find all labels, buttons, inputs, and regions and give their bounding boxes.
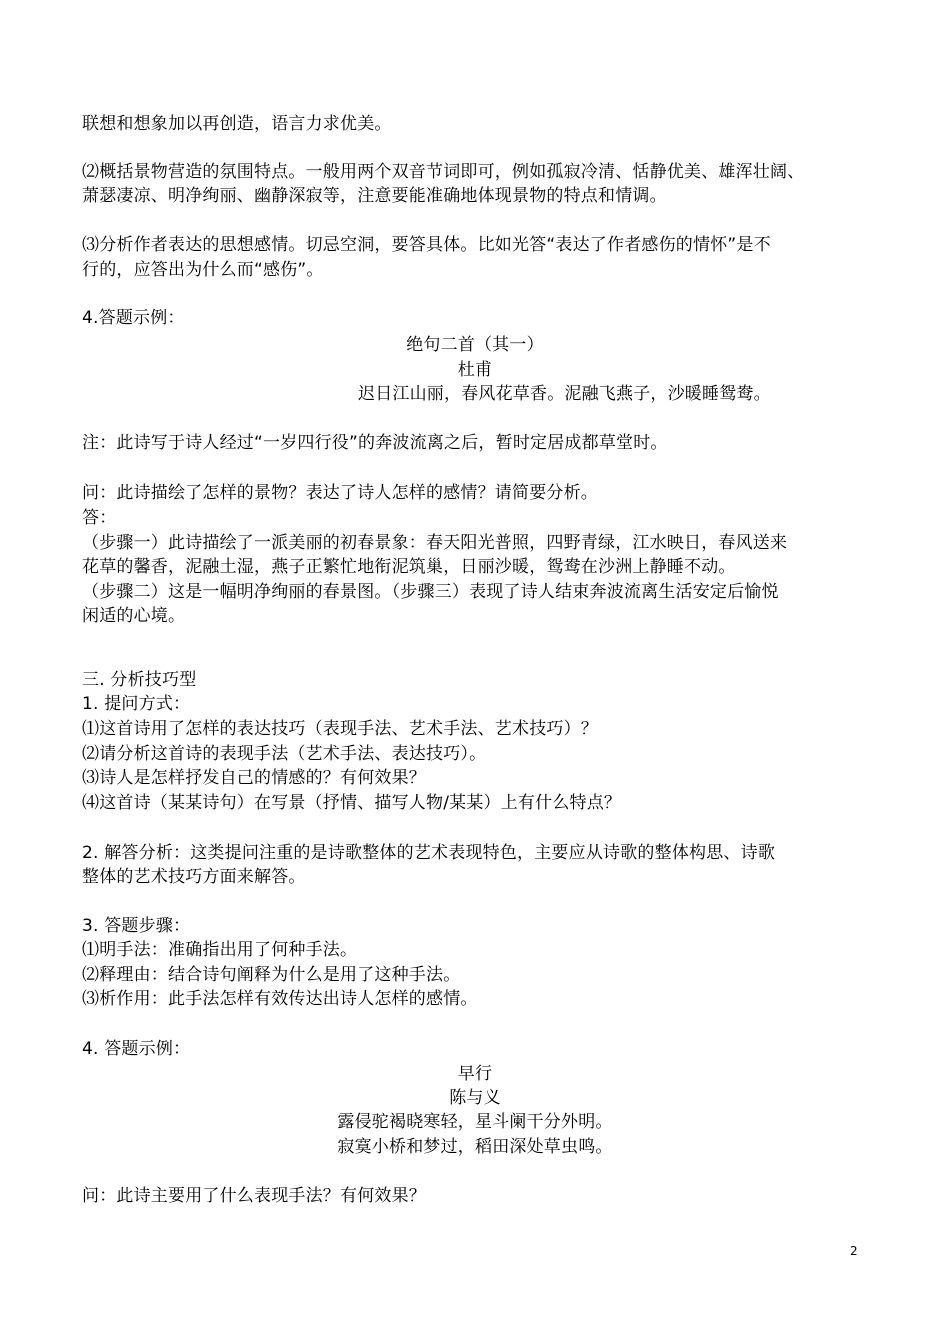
paragraph-line: 2. 解答分析：这类提问注重的是诗歌整体的艺术表现特色，主要应从诗歌的整体构思、诗歌 xyxy=(82,843,776,863)
subsection-heading: 3. 答题步骤： xyxy=(82,916,191,936)
answer-line: （步骤二）这是一幅明净绚丽的春景图。（步骤三）表现了诗人结束奔波流离生活安定后愉悦 xyxy=(82,582,779,602)
poem-author: 陈与义 xyxy=(449,1088,501,1108)
section-tail-line: 联想和想象加以再创造，语言力求优美。 xyxy=(82,114,392,134)
question: 问：此诗描绘了怎样的景物？表达了诗人怎样的感情？请简要分析。 xyxy=(82,483,598,503)
answer-line: 闲适的心境。 xyxy=(82,606,186,626)
section-title: 三. 分析技巧型 xyxy=(82,670,197,690)
paragraph-line: 整体的艺术技巧方面来解答。 xyxy=(82,867,306,887)
paragraph-line: ⑵概括景物营造的氛围特点。一般用两个双音节词即可，例如孤寂冷清、恬静优美、雄浑壮阔、 xyxy=(82,162,805,182)
example-heading: 4. 答题示例： xyxy=(82,1039,191,1059)
list-item: ⑶诗人是怎样抒发自己的情感的？有何效果？ xyxy=(82,768,426,788)
answer-line: 花草的馨香，泥融土湿，燕子正繁忙地衔泥筑巢，日丽沙暖，鸳鸯在沙洲上静睡不动。 xyxy=(82,557,736,577)
answer-label: 答： xyxy=(82,508,117,528)
list-item: ⑴这首诗用了怎样的表达技巧（表现手法、艺术手法、艺术技巧）？ xyxy=(82,719,598,739)
list-item: ⑵释理由：结合诗句阐释为什么是用了这种手法。 xyxy=(82,965,461,985)
paragraph-line: 萧瑟凄凉、明净绚丽、幽静深寂等，注意要能准确地体现景物的特点和情调。 xyxy=(82,186,667,206)
poem-title: 早行 xyxy=(457,1064,493,1084)
list-item: ⑵请分析这首诗的表现手法（艺术手法、表达技巧）。 xyxy=(82,744,487,764)
list-item: ⑶析作用：此手法怎样有效传达出诗人怎样的感情。 xyxy=(82,989,478,1009)
subsection-heading: 1. 提问方式： xyxy=(82,694,191,714)
list-item: ⑷这首诗（某某诗句）在写景（抒情、描写人物/某某）上有什么特点？ xyxy=(82,793,622,813)
poem-title: 绝句二首（其一） xyxy=(406,335,544,355)
list-item: ⑴明手法：准确指出用了何种手法。 xyxy=(82,940,358,960)
page-number: 2 xyxy=(850,1244,858,1258)
poem-line: 迟日江山丽，春风花草香。泥融飞燕子，沙暖睡鸳鸯。 xyxy=(358,384,771,404)
paragraph-line: ⑶分析作者表达的思想感情。切忌空洞，要答具体。比如光答“表达了作者感伤的情怀”是不 xyxy=(82,235,771,255)
poem-line: 露侵驼褐晓寒轻，星斗阑干分外明。 xyxy=(337,1112,613,1132)
paragraph-line: 行的，应答出为什么而“感伤”。 xyxy=(82,260,324,280)
question: 问：此诗主要用了什么表现手法？有何效果？ xyxy=(82,1186,426,1206)
example-heading: 4.答题示例： xyxy=(82,308,185,328)
poem-note: 注：此诗写于诗人经过“一岁四行役”的奔波流离之后，暂时定居成都草堂时。 xyxy=(82,433,668,453)
answer-line: （步骤一）此诗描绘了一派美丽的初春景象：春天阳光普照，四野青绿，江水映日，春风送来 xyxy=(82,533,788,553)
poem-author: 杜甫 xyxy=(457,360,493,380)
poem-line: 寂寞小桥和梦过，稻田深处草虫鸣。 xyxy=(337,1137,613,1157)
